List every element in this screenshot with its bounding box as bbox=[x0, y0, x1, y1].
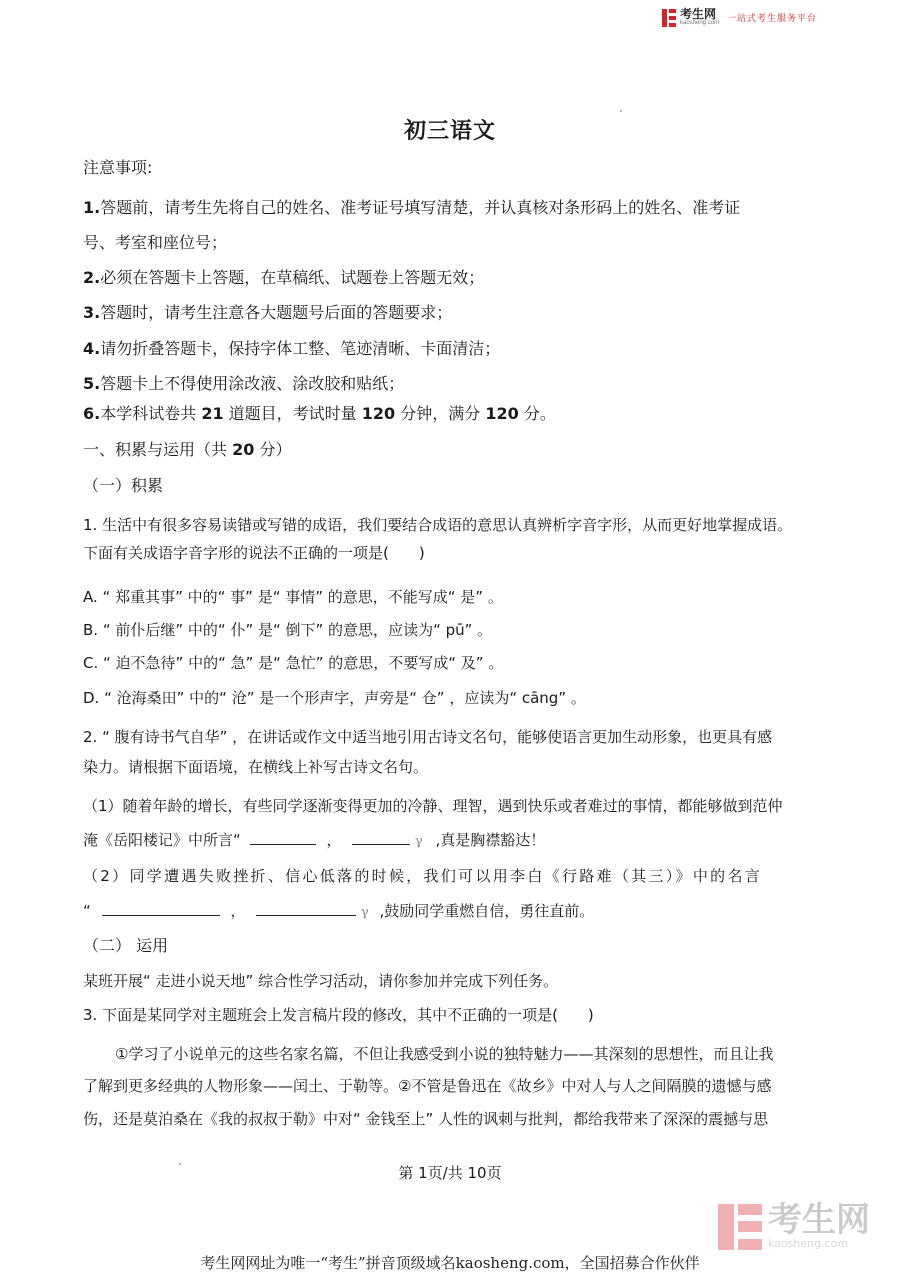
sub-text: ， bbox=[230, 902, 246, 920]
answer-blank[interactable] bbox=[102, 901, 220, 916]
notice-num: 5. bbox=[83, 374, 101, 393]
gamma-mark: γ bbox=[414, 834, 423, 849]
notice-text: 答题前，请考生先将自己的姓名、准考证号填写清楚，并认真核对条形码上的姓名、准考证 bbox=[100, 198, 741, 217]
gamma-mark: γ bbox=[360, 905, 369, 920]
notice-item-1 bbox=[83, 198, 740, 218]
notice-num: 2. bbox=[83, 268, 101, 287]
time-limit: 120 bbox=[361, 404, 396, 423]
question-count: 21 bbox=[201, 404, 224, 423]
logo-slogan: 一站式考生服务平台 bbox=[727, 14, 818, 24]
notice-text: 必须在答题卡上答题，在草稿纸、试题卷上答题无效； bbox=[100, 268, 485, 287]
page-number: 第 1页/共 10页 bbox=[398, 1164, 502, 1182]
section-heading bbox=[83, 440, 291, 460]
notice-item-1-cont: 号、考室和座位号； bbox=[83, 233, 228, 252]
kaosheng-logo-icon bbox=[662, 9, 676, 27]
stray-dot bbox=[620, 110, 622, 112]
question-3-stem: 3. 下面是某同学对主题班会上发言稿片段的修改，其中不正确的一项是( ) bbox=[83, 1006, 594, 1024]
notice-item-4 bbox=[83, 339, 500, 359]
footer-note: 考生网网址为唯一“考生”拼音顶级域名kaosheng.com，全国招募合作伙伴 bbox=[200, 1254, 700, 1272]
question-2-sub-1-cont bbox=[83, 830, 545, 852]
subsection-heading: （一）积累 bbox=[83, 476, 164, 495]
sub-text: 淹《岳阳楼记》中所言“ bbox=[83, 831, 241, 849]
notice-num: 1. bbox=[83, 198, 101, 217]
question-3-passage-line: 伤，还是莫泊桑在《我的叔叔于勒》中对“ 金钱至上” 人性的讽刺与批判，都给我带来了深深的震撼与思 bbox=[83, 1110, 769, 1128]
notice-text: 分钟，满分 bbox=[395, 404, 486, 423]
subsection-heading: （二） 运用 bbox=[83, 936, 169, 955]
notice-item-3 bbox=[83, 303, 452, 323]
question-2-sub-2-cont bbox=[83, 901, 594, 923]
notice-num: 3. bbox=[83, 303, 101, 322]
section-text: 一、积累与运用（共 bbox=[83, 440, 233, 459]
watermark bbox=[718, 1200, 870, 1250]
sub-text: ， bbox=[326, 831, 342, 849]
question-2-stem: 2. “ 腹有诗书气自华” ，在讲话或作文中适当地引用古诗文名句，能够使语言更加生动形象，也更具有感 bbox=[83, 728, 773, 746]
question-1-stem: 1. 生活中有很多容易读错或写错的成语，我们要结合成语的意思认真辨析字音字形，从而更好地掌握成语。 bbox=[83, 516, 793, 534]
full-score: 120 bbox=[485, 404, 519, 423]
sub-text: ,真是胸襟豁达！ bbox=[435, 831, 546, 849]
logo-cn: 考生网 bbox=[680, 7, 717, 21]
answer-blank[interactable] bbox=[256, 901, 356, 916]
notice-item-5 bbox=[83, 374, 404, 394]
notice-text: 请勿折叠答题卡，保持字体工整、笔迹清晰、卡面清洁； bbox=[100, 339, 501, 358]
notice-text: 答题时，请考生注意各大题题号后面的答题要求； bbox=[100, 303, 453, 322]
notice-text: 道题目，考试时量 bbox=[223, 404, 362, 423]
option-a: A. “ 郑重其事” 中的“ 事” 是“ 事情” 的意思，不能写成“ 是” 。 bbox=[83, 588, 503, 606]
notice-num: 6. bbox=[83, 404, 101, 423]
logo-en: kaosheng.com bbox=[680, 20, 720, 26]
page-title: 初三语文 bbox=[403, 119, 496, 144]
question-3-passage-line: ①学习了小说单元的这些名家名篇，不但让我感受到小说的独特魅力——其深刻的思想性，而且让我 bbox=[115, 1045, 774, 1063]
kaosheng-watermark-icon bbox=[718, 1204, 762, 1250]
question-1-stem-cont: 下面有关成语字音字形的说法不正确的一项是( ) bbox=[83, 544, 425, 562]
option-b: B. “ 前仆后继” 中的“ 仆” 是“ 倒下” 的意思，应读为“ pū” 。 bbox=[83, 621, 493, 639]
option-c: C. “ 迫不急待” 中的“ 急” 是“ 急忙” 的意思，不要写成“ 及” 。 bbox=[83, 654, 504, 672]
notice-heading: 注意事项: bbox=[83, 158, 153, 177]
logo-text bbox=[680, 8, 719, 27]
question-3-passage-line: 了解到更多经典的人物形象——闰土、于勒等。②不管是鲁迅在《故乡》中对人与人之间隔膜的遗憾与感 bbox=[83, 1077, 772, 1095]
notice-text: 分。 bbox=[518, 404, 556, 423]
notice-item-6 bbox=[83, 404, 556, 424]
notice-text: 本学科试卷共 bbox=[100, 404, 202, 423]
notice-text: 答题卡上不得使用涂改液、涂改胶和贴纸； bbox=[100, 374, 405, 393]
watermark-en: kaosheng.com bbox=[768, 1237, 849, 1250]
section-score: 20 bbox=[232, 440, 255, 459]
answer-blank[interactable] bbox=[250, 830, 316, 845]
activity-intro: 某班开展“ 走进小说天地” 综合性学习活动，请你参加并完成下列任务。 bbox=[83, 972, 559, 990]
sub-text: “ bbox=[83, 902, 91, 920]
section-text: 分） bbox=[254, 440, 292, 459]
notice-num: 4. bbox=[83, 339, 101, 358]
question-2-sub-2: （2）同学遭遇失败挫折、信心低落的时候，我们可以用李白《行路难（其三）》中的名言 bbox=[83, 867, 763, 885]
answer-blank[interactable] bbox=[352, 830, 410, 845]
option-d: D. “ 沧海桑田” 中的“ 沧” 是一个形声字，声旁是“ 仓” ，应读为“ cāng” 。 bbox=[83, 689, 586, 707]
question-2-sub-1: （1）随着年龄的增长，有些同学逐渐变得更加的冷静、理智，遇到快乐或者难过的事情，都能够做到范仲 bbox=[83, 797, 783, 815]
watermark-cn: 考生网 bbox=[768, 1200, 870, 1240]
header-logo[interactable] bbox=[662, 8, 817, 27]
sub-text: ,鼓励同学重燃自信，勇往直前。 bbox=[379, 902, 595, 920]
question-2-stem-cont: 染力。请根据下面语境，在横线上补写古诗文名句。 bbox=[83, 758, 429, 776]
notice-item-2 bbox=[83, 268, 484, 288]
